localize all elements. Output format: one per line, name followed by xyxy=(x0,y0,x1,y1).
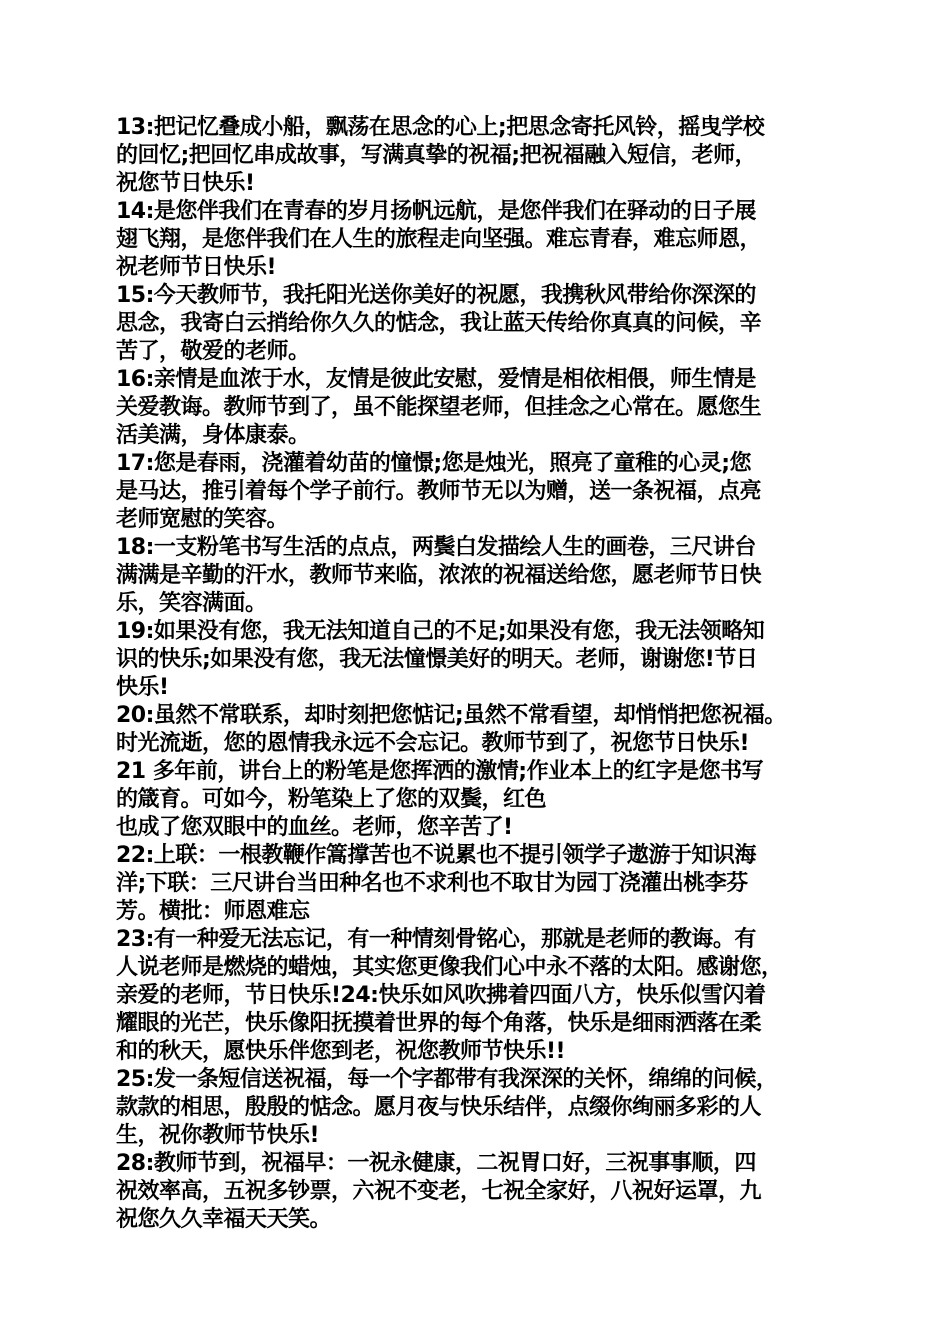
text-line: 20:虽然不常联系，却时刻把您惦记;虽然不常看望，却悄悄把您祝福。 xyxy=(116,703,786,728)
text-line: 乐，笑容满面。 xyxy=(116,591,267,616)
text-line: 快乐! xyxy=(116,675,169,700)
text-line: 祝老师节日快乐! xyxy=(116,255,277,280)
text-line: 16:亲情是血浓于水，友情是彼此安慰，爱情是相依相偎，师生情是 xyxy=(116,367,756,392)
text-line: 活美满，身体康泰。 xyxy=(116,423,310,448)
text-line: 14:是您伴我们在青春的岁月扬帆远航，是您伴我们在驿动的日子展 xyxy=(116,199,756,224)
text-line: 23:有一种爱无法忘记，有一种情刻骨铭心，那就是老师的教诲。有 xyxy=(116,927,756,952)
text-line: 15:今天教师节，我托阳光送你美好的祝愿，我携秋风带给你深深的 xyxy=(116,283,756,308)
text-line: 关爱教诲。教师节到了，虽不能探望老师，但挂念之心常在。愿您生 xyxy=(116,395,762,420)
text-line: 18:一支粉笔书写生活的点点，两鬓白发描绘人生的画卷，三尺讲台 xyxy=(116,535,756,560)
text-line: 老师宽慰的笑容。 xyxy=(116,507,289,532)
text-line: 19:如果没有您，我无法知道自己的不足;如果没有您，我无法领略知 xyxy=(116,619,765,644)
text-line: 的箴育。可如今，粉笔染上了您的双鬓，红色 xyxy=(116,787,547,812)
text-line: 28:教师节到，祝福早：一祝永健康，二祝胃口好，三祝事事顺，四 xyxy=(116,1151,756,1176)
text-line: 22:上联：一根教鞭作篙撑苦也不说累也不提引领学子遨游于知识海 xyxy=(116,843,756,868)
text-line: 款款的相思，殷殷的惦念。愿月夜与快乐结伴，点缀你绚丽多彩的人 xyxy=(116,1095,762,1120)
text-line: 25:发一条短信送祝福，每一个字都带有我深深的关怀，绵绵的问候， xyxy=(116,1067,778,1092)
text-line: 苦了，敬爱的老师。 xyxy=(116,339,310,364)
text-line: 翅飞翔，是您伴我们在人生的旅程走向坚强。难忘青春，难忘师恩， xyxy=(116,227,762,252)
text-line: 洋;下联：三尺讲台当田种名也不求利也不取甘为园丁浇灌出桃李芬 xyxy=(116,871,748,896)
text-line: 21 多年前，讲台上的粉笔是您挥洒的激情;作业本上的红字是您书写 xyxy=(116,759,764,784)
document-body xyxy=(116,114,852,1234)
text-line: 也成了您双眼中的血丝。老师，您辛苦了! xyxy=(116,815,513,840)
text-line: 亲爱的老师，节日快乐!24:快乐如风吹拂着四面八方，快乐似雪闪着 xyxy=(116,983,766,1008)
text-line: 生，祝你教师节快乐! xyxy=(116,1123,320,1148)
text-line: 祝效率高，五祝多钞票，六祝不变老，七祝全家好，八祝好运罩，九 xyxy=(116,1179,762,1204)
text-line: 识的快乐;如果没有您，我无法憧憬美好的明天。老师，谢谢您!节日 xyxy=(116,647,758,672)
text-line: 13:把记忆叠成小船，飘荡在思念的心上;把思念寄托风铃，摇曳学校 xyxy=(116,115,765,140)
text-line: 思念，我寄白云捎给你久久的惦念，我让蓝天传给你真真的问候，辛 xyxy=(116,311,762,336)
text-line: 17:您是春雨，浇灌着幼苗的憧憬;您是烛光，照亮了童稚的心灵;您 xyxy=(116,451,752,476)
text-line: 是马达，推引着每个学子前行。教师节无以为赠，送一条祝福，点亮 xyxy=(116,479,762,504)
text-line: 祝您节日快乐! xyxy=(116,171,255,196)
text-line: 和的秋天，愿快乐伴您到老，祝您教师节快乐!! xyxy=(116,1039,566,1064)
text-line: 祝您久久幸福天天笑。 xyxy=(116,1207,332,1232)
text-line: 耀眼的光芒，快乐像阳抚摸着世界的每个角落，快乐是细雨洒落在柔 xyxy=(116,1011,762,1036)
text-line: 时光流逝，您的恩情我永远不会忘记。教师节到了，祝您节日快乐! xyxy=(116,731,750,756)
text-line: 芳。横批：师恩难忘 xyxy=(116,899,310,924)
text-line: 人说老师是燃烧的蜡烛，其实您更像我们心中永不落的太阳。感谢您， xyxy=(116,955,783,980)
text-line: 满满是辛勤的汗水，教师节来临，浓浓的祝福送给您，愿老师节日快 xyxy=(116,563,762,588)
text-line: 的回忆;把回忆串成故事，写满真挚的祝福;把祝福融入短信，老师， xyxy=(116,143,757,168)
